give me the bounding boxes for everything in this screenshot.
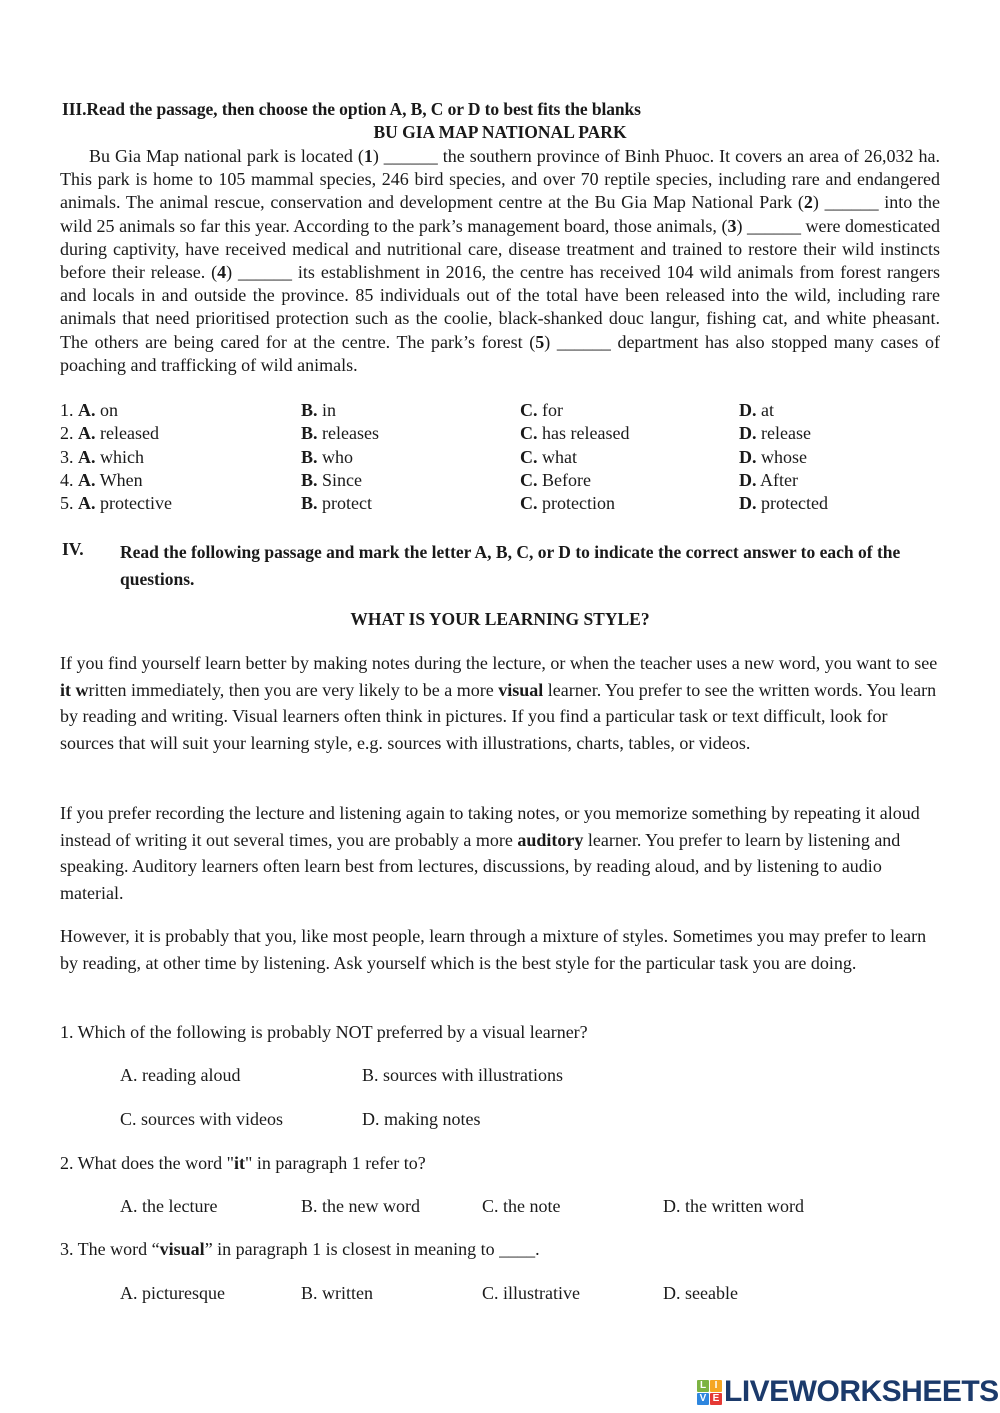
option-a[interactable]: 1. A. on (60, 400, 118, 420)
option-a[interactable]: 5. A. protective (60, 493, 172, 514)
option-a[interactable]: 3. A. which (60, 446, 144, 467)
option-c[interactable]: C. for (520, 400, 563, 420)
option-b[interactable]: B. who (301, 446, 354, 467)
section-4-heading: Read the following passage and mark the letter A, B, C, or D to indicate the correct answer to each of the questions. (120, 542, 901, 589)
paragraph-1 (60, 650, 940, 757)
logo-block-i: I (710, 1380, 722, 1392)
question-row (60, 492, 940, 515)
option-d[interactable]: D. After (739, 469, 798, 490)
section-3-passage (60, 145, 940, 377)
option-b[interactable]: B. protect (301, 493, 372, 514)
question-row (60, 422, 940, 445)
paragraph-3 (60, 923, 940, 976)
question-1-option-c[interactable]: C. sources with videos (120, 1109, 283, 1129)
logo-block-l: L (697, 1380, 709, 1392)
option-c[interactable]: C. has released (520, 423, 630, 444)
question-3-option-a[interactable]: A. picturesque (120, 1283, 225, 1303)
paragraph-text: However, it is probably that you, like most people, learn through a mixture of styles. Sometimes you may prefer to learn by reading, at other time by listening. Ask yourself which is the best style for the particular task you are doing. (60, 926, 927, 973)
option-c[interactable]: C. Before (520, 469, 591, 490)
option-d[interactable]: D. whose (739, 446, 807, 467)
question-2-option-b[interactable]: B. the new word (301, 1196, 420, 1216)
question-3-option-d[interactable]: D. seeable (663, 1283, 738, 1303)
question-2-option-a[interactable]: A. the lecture (120, 1196, 218, 1216)
option-d[interactable]: D. at (739, 400, 774, 420)
logo-block-v: V (697, 1393, 709, 1405)
question-1-stem: 1. Which of the following is probably NOT preferred by a visual learner? (60, 1022, 588, 1042)
question-2-option-d[interactable]: D. the written word (663, 1196, 804, 1216)
logo-text: LIVEWORKSHEETS (724, 1375, 999, 1408)
question-1-option-d[interactable]: D. making notes (362, 1109, 481, 1129)
section-3-title: BU GIA MAP NATIONAL PARK (373, 122, 627, 142)
live-blocks-icon (697, 1380, 722, 1405)
question-3-option-b[interactable]: B. written (301, 1283, 373, 1303)
option-b[interactable]: B. in (301, 400, 337, 420)
paragraph-text: If you prefer recording the lecture and listening again to taking notes, or you memorize something by repeating it aloud instead of writing it out several times, you are probably a more auditory learner. You prefer to learn by listening and speaking. Auditory learners often learn best from lectures, discussions, by reading aloud, and by listening to audio material. (60, 803, 920, 904)
section-3-heading: III.Read the passage, then choose the option A, B, C or D to best fits the blanks (62, 99, 641, 119)
paragraph-text: If you find yourself learn better by making notes during the lecture, or when the teacher uses a new word, you want to see it written immediately, then you are very likely to be a more visual learner. You prefer to see the written words. You learn by reading and writing. Visual learners often think in pictures. If you find a particular task or text difficult, look for sources that will suit your learning style, e.g. sources with illustrations, charts, tables, or videos. (60, 653, 938, 754)
paragraph-2 (60, 800, 940, 907)
option-b[interactable]: B. Since (301, 469, 363, 490)
passage-text: Bu Gia Map national park is located (1) ______ the southern province of Binh Phuoc. It covers an area of 26,032 ha. This park is home to 105 mammal species, 246 bird species, and over 70 reptile species, including rare and endangered animals. The animal rescue, conservation and development centre at the Bu Gia Map National Park (2) ______ into the wild 25 animals so far this year. According to the park’s management board, those animals, (3) ______ were domesticated during captivity, have received medical and nutritional care, disease treatment and trained to restore their wild instincts before their release. (4) ______ its establishment in 2016, the centre has received 104 wild animals from forest rangers and locals in and outside the province. 85 individuals out of the total have been released into the wild, including rare animals that need prioritised protection such as the coolie, black-shanked douc langur, fishing cat, and white pheasant. The others are being cared for at the centre. The park’s forest (5) ______ department has also stopped many cases of poaching and trafficking of wild animals. (60, 146, 940, 375)
option-d[interactable]: D. protected (739, 493, 828, 514)
option-c[interactable]: C. protection (520, 493, 615, 514)
option-a[interactable]: 2. A. released (60, 423, 159, 444)
question-1-option-a[interactable]: A. reading aloud (120, 1065, 241, 1085)
section-4-title: WHAT IS YOUR LEARNING STYLE? (350, 609, 650, 629)
section-4-number: IV. (62, 539, 84, 559)
question-row (60, 469, 940, 492)
question-row (60, 399, 940, 422)
option-c[interactable]: C. what (520, 446, 577, 467)
option-d[interactable]: D. release (739, 423, 811, 444)
section-3-options (60, 399, 940, 515)
question-2-option-c[interactable]: C. the note (482, 1196, 561, 1216)
question-2-stem: 2. What does the word "it" in paragraph 1 refer to? (60, 1153, 426, 1173)
option-a[interactable]: 4. A. When (60, 469, 143, 490)
question-3-option-c[interactable]: C. illustrative (482, 1283, 580, 1303)
logo-block-e: E (710, 1393, 722, 1405)
liveworksheets-logo (697, 1375, 999, 1408)
option-b[interactable]: B. releases (301, 423, 379, 444)
question-1-option-b[interactable]: B. sources with illustrations (362, 1065, 563, 1085)
question-3-stem: 3. The word “visual” in paragraph 1 is closest in meaning to ____. (60, 1239, 540, 1259)
question-row (60, 446, 940, 469)
